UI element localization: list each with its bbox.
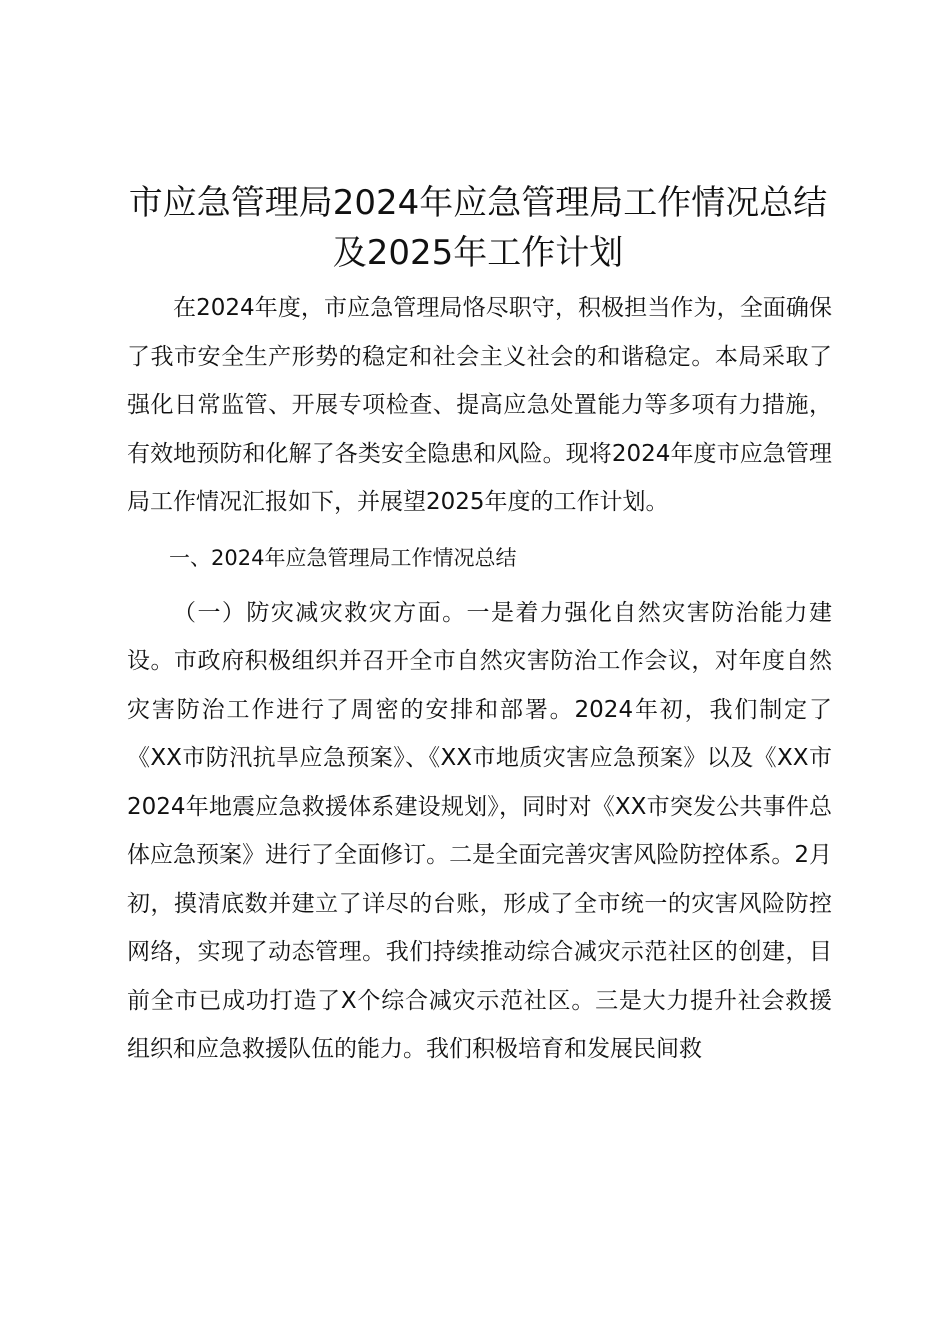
intro-paragraph: 在2024年度，市应急管理局恪尽职守，积极担当作为，全面确保了我市安全生产形势的稳定和社会主义社会的和谐稳定。本局采取了强化日常监管、开展专项检查、提高应急处置能力等多项有力措施，有效地预防和化解了各类安全隐患和风险。现将2024年度市应急管理局工作情况汇报如下，并展望2025年度的工作计划。 [127,295,832,515]
section-heading: 一、2024年应急管理局工作情况总结 [169,545,517,570]
document-body [127,284,832,1074]
section-paragraph: （一）防灾减灾救灾方面。一是着力强化自然灾害防治能力建设。市政府积极组织并召开全市自然灾害防治工作会议，对年度自然灾害防治工作进行了周密的安排和部署。2024年初，我们制定了《XX市防汛抗旱应急预案》、《XX市地质灾害应急预案》以及《XX市2024年地震应急救援体系建设规划》，同时对《XX市突发公共事件总体应急预案》进行了全面修订。二是全面完善灾害风险防控体系。2月初，摸清底数并建立了详尽的台账，形成了全市统一的灾害风险防控网络，实现了动态管理。我们持续推动综合减灾示范社区的创建，目前全市已成功打造了X个综合减灾示范社区。三是大力提升社会救援组织和应急救援队伍的能力。我们积极培育和发展民间救 [127,599,832,1062]
document-title: 市应急管理局2024年应急管理局工作情况总结及2025年工作计划 [128,183,828,273]
